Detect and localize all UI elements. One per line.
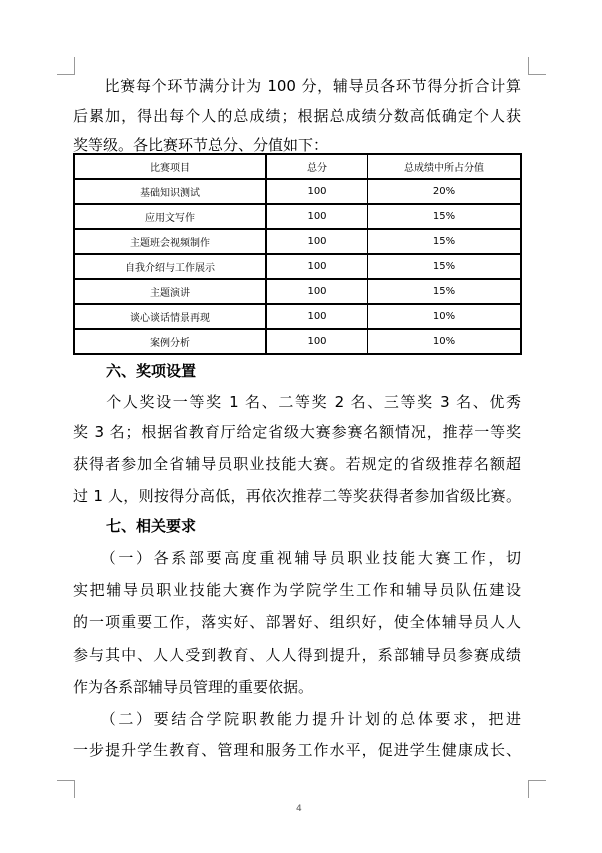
section-heading: 七、相关要求	[106, 517, 197, 535]
table-row	[74, 304, 521, 329]
paragraph-line: 个人奖设一等奖 1 名、二等奖 2 名、三等奖 3 名、优秀	[73, 393, 521, 411]
paragraph-line: （一）各系部要高度重视辅导员职业技能大赛工作，切	[73, 549, 521, 567]
paragraph-line: 奖等级。各比赛环节总分、分值如下：	[73, 136, 329, 154]
table-cell: 100	[266, 279, 368, 304]
table-header-row	[74, 154, 521, 179]
table-cell: 总分	[266, 154, 368, 179]
table-cell: 基础知识测试	[74, 179, 266, 204]
table-row	[74, 204, 521, 229]
crop-mark	[57, 780, 75, 798]
table-cell: 15%	[368, 279, 522, 304]
table-cell: 案例分析	[74, 329, 266, 354]
table-row	[74, 279, 521, 304]
table-cell: 总成绩中所占分值	[368, 154, 522, 179]
paragraph-line: 实把辅导员职业技能大赛作为学院学生工作和辅导员队伍建设	[73, 581, 521, 599]
table-cell: 应用文写作	[74, 204, 266, 229]
table-row	[74, 229, 521, 254]
table-row	[74, 179, 521, 204]
section-heading: 六、奖项设置	[106, 362, 197, 380]
table-cell: 20%	[368, 179, 522, 204]
table-cell: 100	[266, 254, 368, 279]
paragraph-line: 奖 3 名；根据省教育厅给定省级大赛参赛名额情况，推荐一等奖	[73, 423, 521, 441]
paragraph-line: 参与其中、人人受到教育、人人得到提升，系部辅导员参赛成绩	[73, 646, 521, 664]
paragraph-line: 获得者参加全省辅导员职业技能大赛。若规定的省级推荐名额超	[73, 455, 521, 473]
table-cell: 10%	[368, 329, 522, 354]
table-row	[74, 329, 521, 354]
table-cell: 15%	[368, 229, 522, 254]
table-cell: 100	[266, 304, 368, 329]
crop-mark	[528, 57, 546, 75]
paragraph-line: （二）要结合学院职教能力提升计划的总体要求，把进	[73, 710, 521, 728]
table-cell: 100	[266, 329, 368, 354]
paragraph-line: 后累加，得出每个人的总成绩；根据总成绩分数高低确定个人获	[73, 107, 521, 125]
table-cell: 100	[266, 204, 368, 229]
table-row	[74, 254, 521, 279]
table-cell: 主题班会视频制作	[74, 229, 266, 254]
paragraph-line: 过 1 人，则按得分高低，再依次推荐二等奖获得者参加省级比赛。	[73, 487, 521, 505]
paragraph-line: 一步提升学生教育、管理和服务工作水平，促进学生健康成长、	[73, 741, 521, 759]
paragraph-line: 的一项重要工作，落实好、部署好、组织好，使全体辅导员人人	[73, 613, 521, 631]
table-cell: 主题演讲	[74, 279, 266, 304]
table-cell: 自我介绍与工作展示	[74, 254, 266, 279]
table-cell: 15%	[368, 204, 522, 229]
crop-mark	[57, 57, 75, 75]
table-cell: 15%	[368, 254, 522, 279]
table-cell: 100	[266, 179, 368, 204]
paragraph-line: 作为各系部辅导员管理的重要依据。	[73, 678, 314, 696]
crop-mark	[528, 780, 546, 798]
table-cell: 比赛项目	[74, 154, 266, 179]
page-number: 4	[296, 804, 302, 814]
table-cell: 10%	[368, 304, 522, 329]
score-table	[73, 153, 522, 355]
table-cell: 谈心谈话情景再现	[74, 304, 266, 329]
table-cell: 100	[266, 229, 368, 254]
paragraph-line: 比赛每个环节满分计为 100 分，辅导员各环节得分折合计算	[73, 77, 521, 95]
